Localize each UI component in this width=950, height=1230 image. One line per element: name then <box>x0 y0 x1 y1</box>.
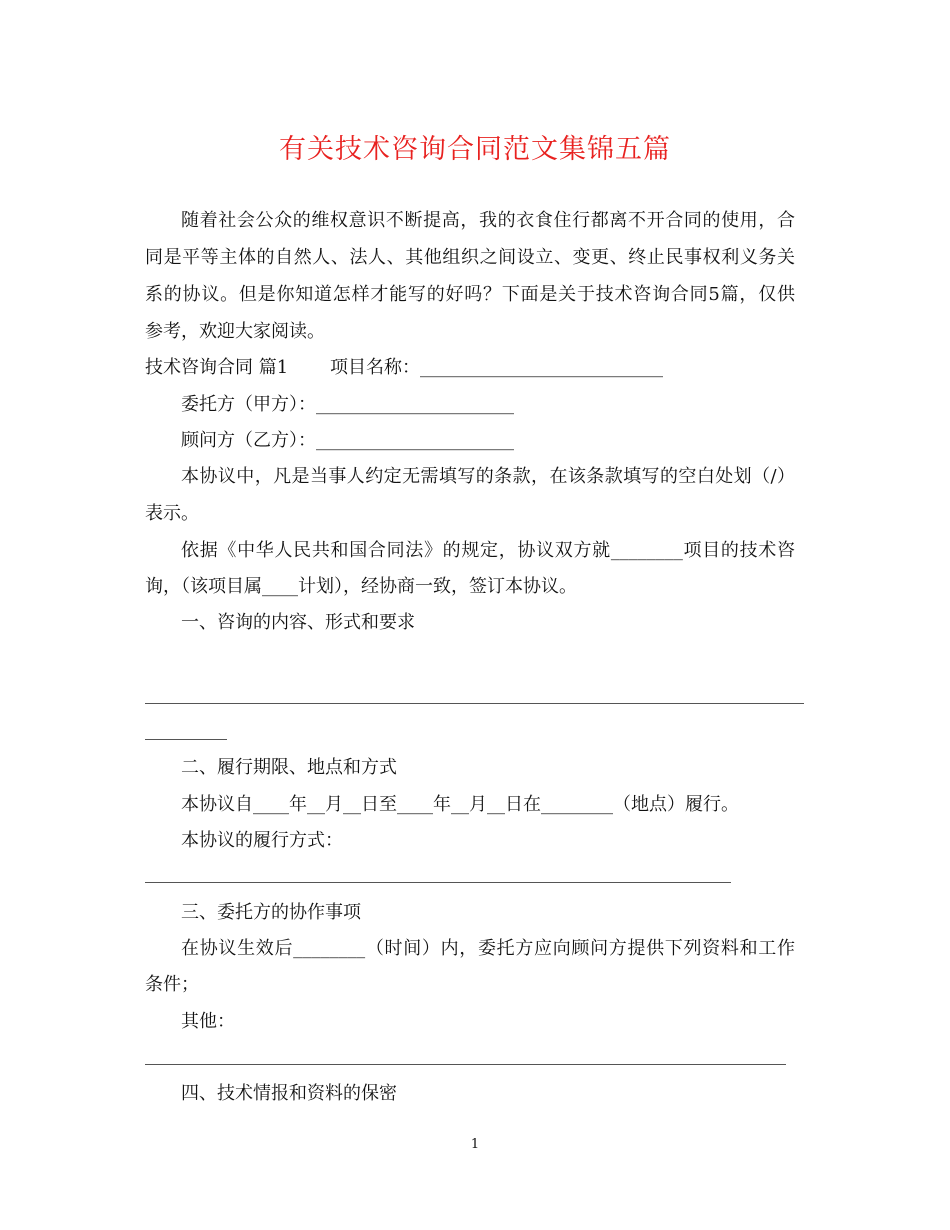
project-name-field: 项目名称：___________________________ <box>330 357 663 378</box>
fill-line-1b <box>145 739 227 740</box>
fill-line-1a <box>145 703 804 704</box>
note-line-2: 表示。 <box>145 503 199 524</box>
document-title: 有关技术咨询合同范文集锦五篇 <box>279 134 671 165</box>
period-line: 本协议自____年__月__日至____年__月__日在________（地点）履行。 <box>181 794 739 815</box>
basis-line-2: 询，（该项目属____计划），经协商一致，签订本协议。 <box>145 576 577 597</box>
intro-line-3: 系的协议。但是你知道怎样才能写的好吗？下面是关于技术咨询合同5篇，仅供 <box>145 284 795 305</box>
section-1-title: 一、咨询的内容、形式和要求 <box>181 612 415 633</box>
page-number: 1 <box>470 1137 480 1152</box>
section-3-title: 三、委托方的协作事项 <box>181 902 361 923</box>
method-label: 本协议的履行方式： <box>181 830 343 851</box>
intro-line-1: 随着社会公众的维权意识不断提高，我的衣食住行都离不开合同的使用，合 <box>181 210 795 231</box>
fill-line-3 <box>145 1064 786 1065</box>
client-field: 委托方（甲方）：______________________ <box>181 394 514 415</box>
cooperation-line-2: 条件； <box>145 974 199 995</box>
note-line-1: 本协议中，凡是当事人约定无需填写的条款，在该条款填写的空白处划（/） <box>181 466 795 487</box>
other-label: 其他： <box>181 1011 235 1032</box>
contract-heading: 技术咨询合同 篇1 <box>145 357 289 378</box>
section-2-title: 二、履行期限、地点和方式 <box>181 757 397 778</box>
intro-line-2: 同是平等主体的自然人、法人、其他组织之间设立、变更、终止民事权利义务关 <box>145 247 795 268</box>
fill-line-2 <box>145 882 731 883</box>
intro-line-4: 参考，欢迎大家阅读。 <box>145 321 325 342</box>
consultant-field: 顾问方（乙方）：______________________ <box>181 430 514 451</box>
section-4-title: 四、技术情报和资料的保密 <box>181 1083 397 1104</box>
cooperation-line-1: 在协议生效后________（时间）内，委托方应向顾问方提供下列资料和工作 <box>181 938 795 959</box>
basis-line-1: 依据《中华人民共和国合同法》的规定，协议双方就________项目的技术咨 <box>181 540 795 561</box>
